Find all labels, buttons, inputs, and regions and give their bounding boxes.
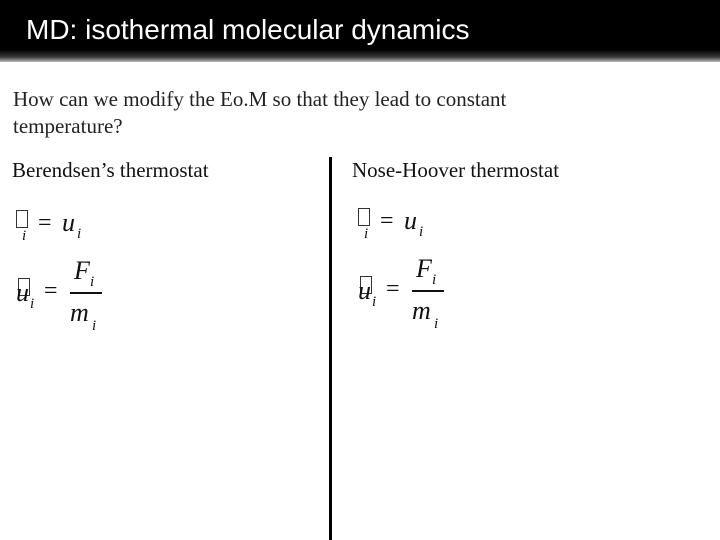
- column-divider: [329, 157, 332, 540]
- nose-hoover-heading: Nose-Hoover thermostat: [352, 158, 560, 182]
- intro-text: How can we modify the Eo.M so that they lead to constant temperature?: [13, 87, 507, 138]
- missing-glyph-icon: [358, 208, 370, 226]
- missing-glyph-icon: [16, 210, 28, 228]
- title-bar: [0, 0, 720, 62]
- berendsen-heading: Berendsen’s thermostat: [12, 158, 209, 182]
- fraction-bar: [70, 292, 102, 294]
- fraction-bar: [412, 290, 444, 292]
- slide-title: MD: isothermal molecular dynamics: [26, 14, 470, 45]
